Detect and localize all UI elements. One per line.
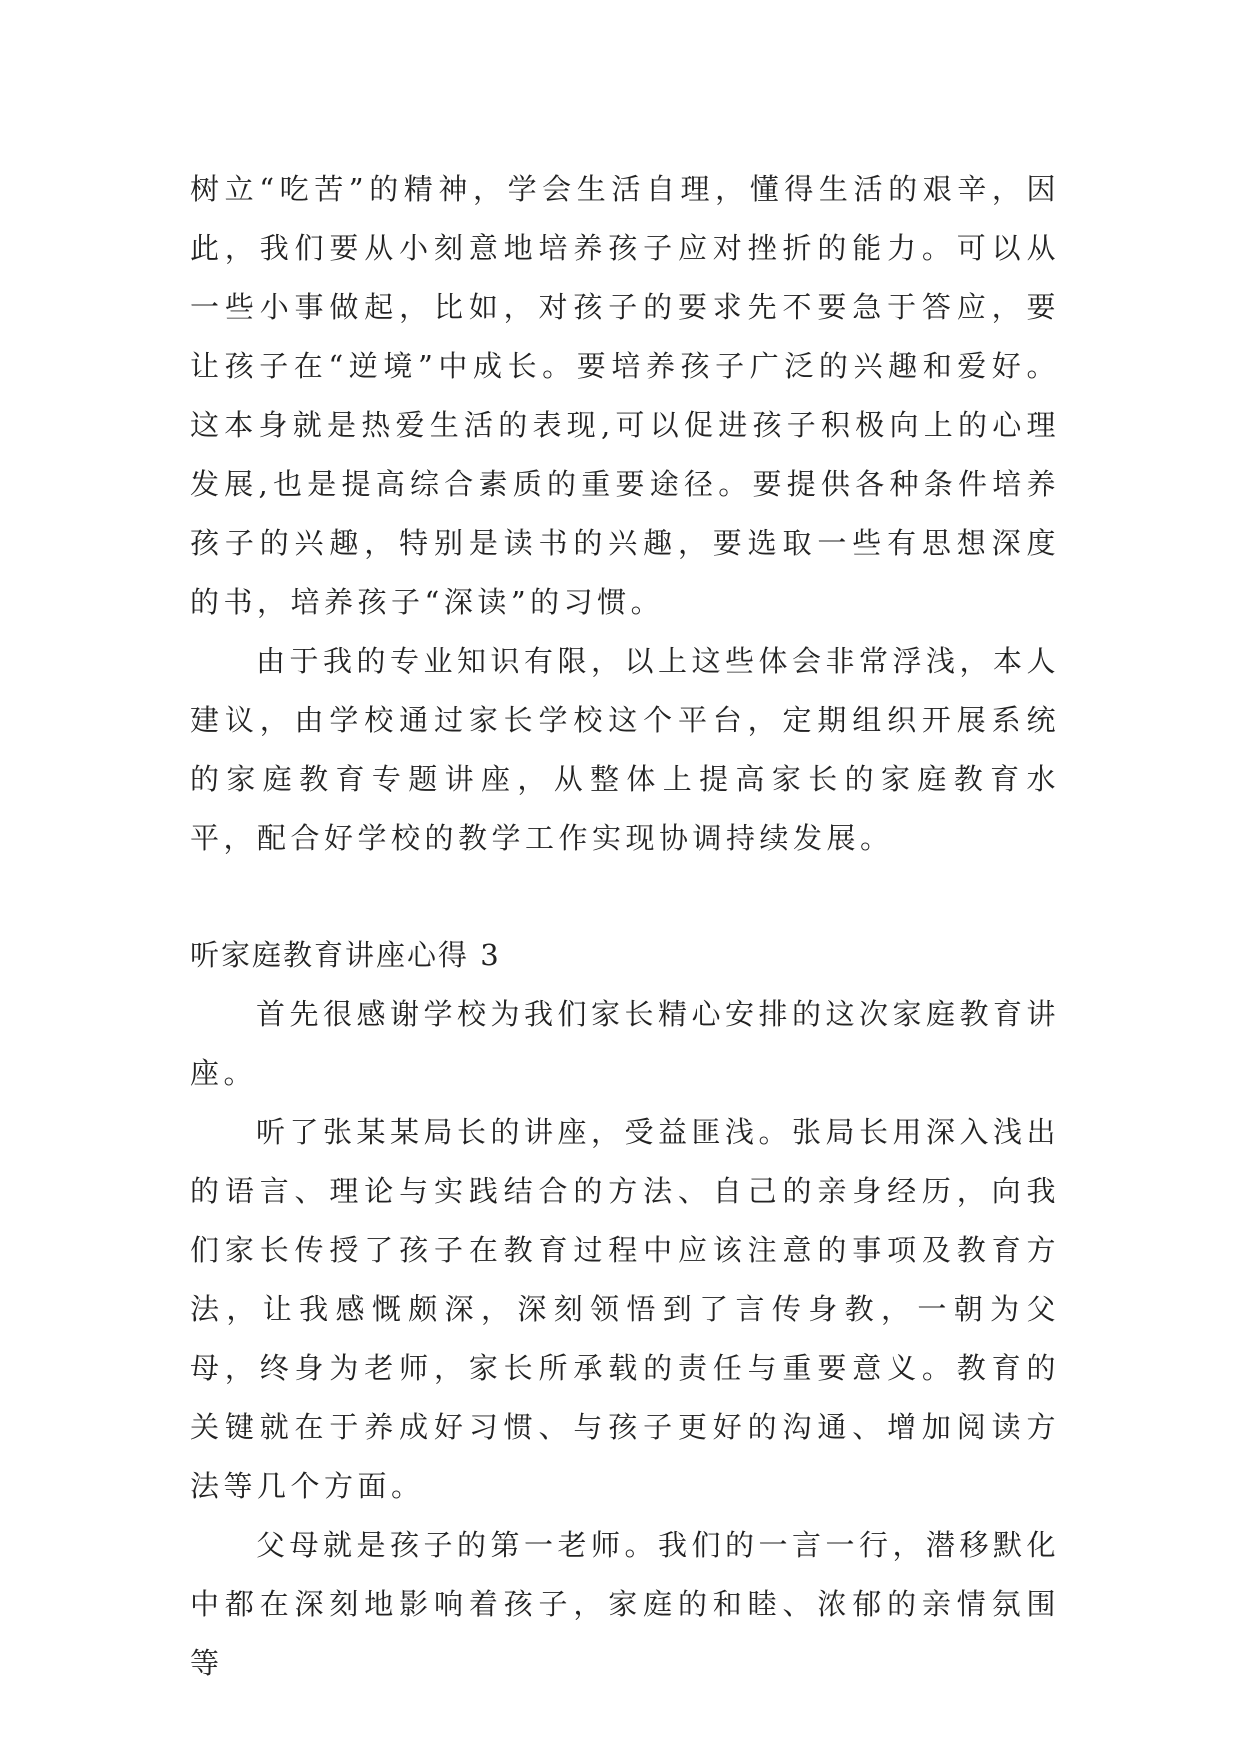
paragraph-3: 首先很感谢学校为我们家长精心安排的这次家庭教育讲座。 <box>190 997 1061 1090</box>
document-page <box>190 160 1060 1693</box>
paragraph-4: 听了张某某局长的讲座，受益匪浅。张局长用深入浅出的语言、理论与实践结合的方法、自己的亲身经历，向我们家长传授了孩子在教育过程中应该注意的事项及教育方法，让我感慨颇深，深刻领悟到了言传身教，一朝为父母，终身为老师，家长所承载的责任与重要意义。教育的关键就在于养成好习惯、与孩子更好的沟通、增加阅读方法等几个方面。 <box>190 1115 1061 1503</box>
paragraph-2: 由于我的专业知识有限，以上这些体会非常浮浅，本人建议，由学校通过家长学校这个平台，定期组织开展系统的家庭教育专题讲座，从整体上提高家长的家庭教育水平，配合好学校的教学工作实现协调持续发展。 <box>190 644 1061 855</box>
paragraph-1: 树立“吃苦”的精神，学会生活自理，懂得生活的艰辛，因此，我们要从小刻意地培养孩子应对挫折的能力。可以从一些小事做起，比如，对孩子的要求先不要急于答应，要让孩子在“逆境”中成长。要培养孩子广泛的兴趣和爱好。这本身就是热爱生活的表现,可以促进孩子积极向上的心理发展,也是提高综合素质的重要途径。要提供各种条件培养孩子的兴趣，特别是读书的兴趣，要选取一些有思想深度的书，培养孩子“深读”的习惯。 <box>190 172 1060 619</box>
paragraph-5: 父母就是孩子的第一老师。我们的一言一行，潜移默化中都在深刻地影响着孩子，家庭的和睦、浓郁的亲情氛围等 <box>190 1528 1061 1680</box>
section-title: 听家庭教育讲座心得 3 <box>190 938 501 972</box>
